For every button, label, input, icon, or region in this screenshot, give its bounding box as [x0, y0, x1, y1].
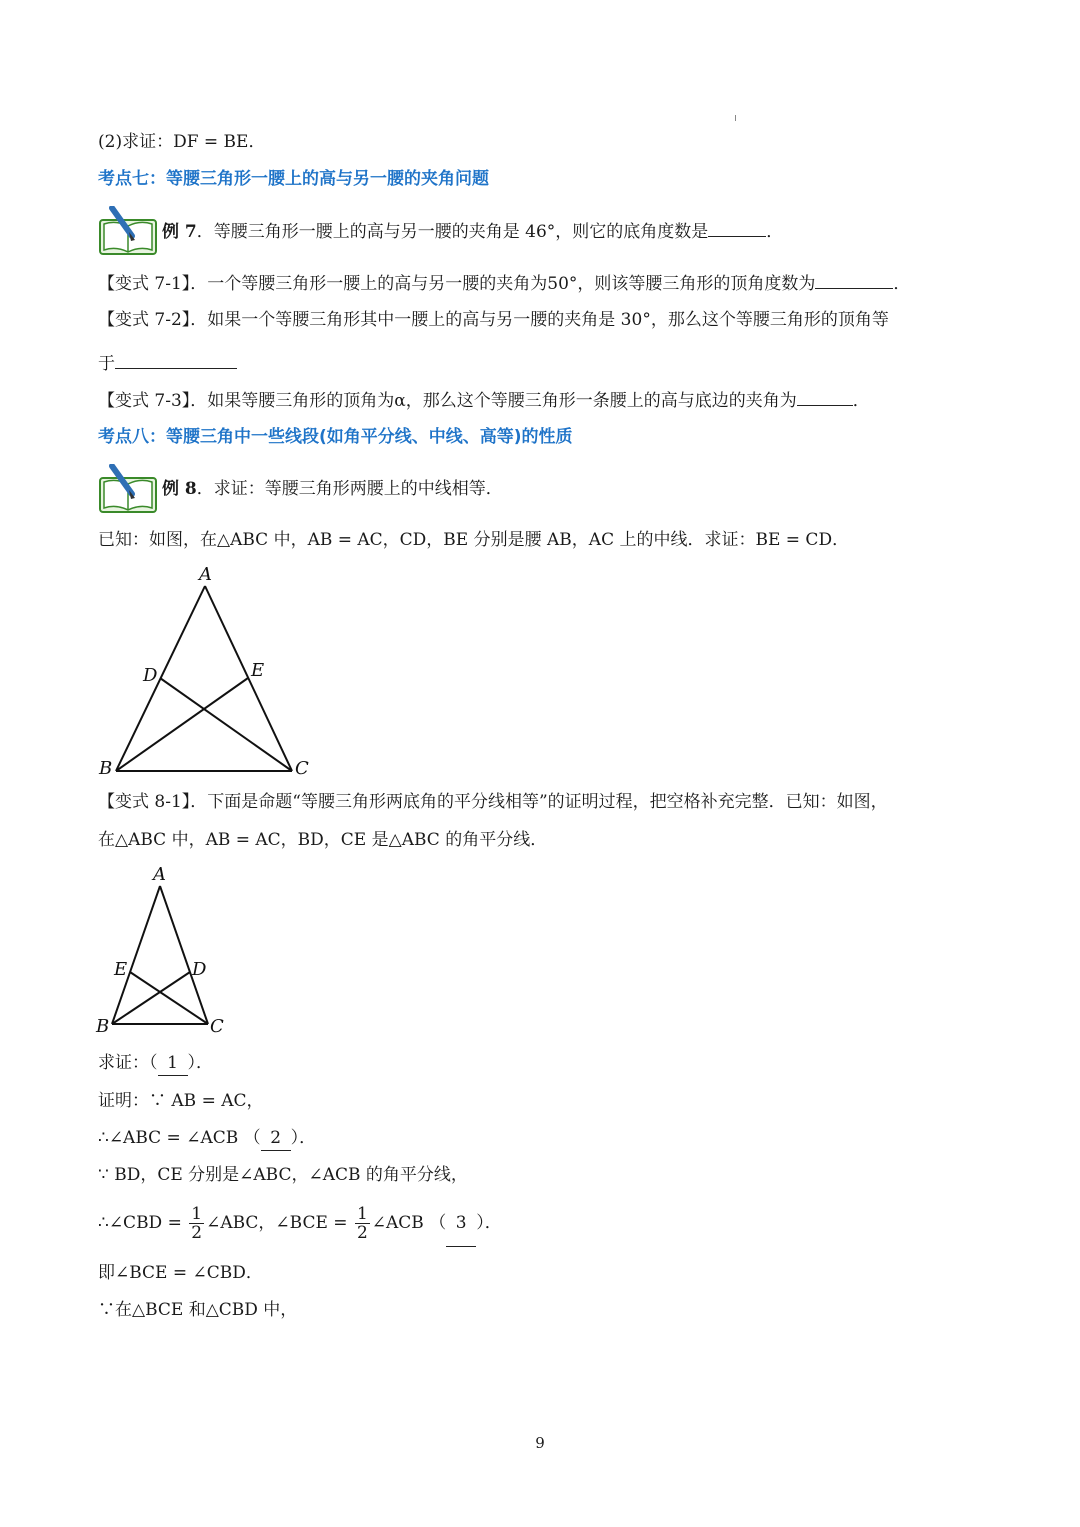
answer-blank[interactable] [115, 350, 237, 369]
proof-line-7: ∵在△BCE 和△CBD 中， [98, 1300, 298, 1320]
variant-8-1-line1: 【变式 8-1】．下面是命题“等腰三角形两底角的平分线相等”的证明过程，把空格补充完整．已知：如图， [98, 792, 888, 812]
side-ac [205, 586, 292, 771]
fill-blank-1[interactable]: 1 [158, 1051, 188, 1076]
variant-7-1 [98, 270, 910, 296]
fraction-half [189, 1205, 204, 1242]
denominator: 2 [191, 1223, 203, 1243]
page-number: 9 [535, 1434, 545, 1452]
label-d: D [192, 959, 207, 980]
punct: ． [766, 222, 784, 242]
book-pencil-icon [98, 464, 160, 514]
text: ）． [187, 1053, 213, 1073]
answer-blank[interactable] [815, 270, 893, 289]
example-7-label: 例 7 [162, 222, 197, 242]
example-8-text: ．求证：等腰三角形两腰上的中线相等． [196, 479, 503, 499]
text: ∴∠ABC = ∠ACB （ [98, 1128, 261, 1148]
example-7 [162, 218, 783, 244]
text: 求证：（ [98, 1053, 158, 1073]
segment-be [116, 678, 248, 771]
fill-blank-3[interactable]: 3 [446, 1200, 476, 1247]
book-pencil-icon [98, 206, 160, 256]
numerator: 1 [191, 1204, 203, 1224]
proof-line-3 [98, 1126, 316, 1151]
text: ∠ACB （ [371, 1213, 447, 1233]
proof-line-5 [98, 1200, 502, 1247]
variant-7-2-text: 【变式 7-2】．如果一个等腰三角形其中一腰上的高与另一腰的夹角是 30°，那么这个等腰三角形的顶角等 [98, 310, 889, 330]
answer-blank[interactable] [797, 387, 853, 406]
text: ）． [290, 1128, 317, 1148]
example-7-text: ．等腰三角形一腰上的高与另一腰的夹角是 46°，则它的底角度数是 [196, 222, 709, 242]
variant-7-2-cont [98, 350, 237, 376]
example-8 [162, 477, 503, 501]
proof-line-6: 即∠BCE = ∠CBD． [98, 1263, 263, 1283]
given-8: 已知：如图，在△ABC 中，AB = AC，CD，BE 分别是腰 AB，AC 上的中线．求证：BE = CD． [98, 530, 850, 550]
side-ac [160, 886, 208, 1024]
section-heading-8: 考点八：等腰三角中一些线段(如角平分线、中线、高等)的性质 [98, 427, 573, 447]
text: ∠ABC，∠BCE = [206, 1213, 348, 1233]
triangle-figure-1 [96, 560, 326, 780]
answer-blank[interactable] [708, 218, 766, 237]
segment-cd [160, 678, 292, 771]
label-a: A [153, 864, 166, 885]
variant-7-1-text: 【变式 7-1】．一个等腰三角形一腰上的高与另一腰的夹角为50°，则该等腰三角形的顶角度数为 [98, 274, 816, 294]
triangle-figure-2 [94, 862, 244, 1042]
example-8-label: 例 8 [162, 479, 197, 499]
side-ab [112, 886, 160, 1024]
variant-7-2-cont-text: 于 [98, 354, 115, 374]
variant-8-1-line2: 在△ABC 中，AB = AC，BD，CE 是△ABC 的角平分线． [98, 830, 548, 850]
fill-blank-2[interactable]: 2 [261, 1126, 291, 1151]
punct: ． [893, 274, 911, 294]
prove-df-line: (2)求证：DF = BE． [98, 132, 266, 152]
variant-7-3-text: 【变式 7-3】．如果等腰三角形的顶角为α，那么这个等腰三角形一条腰上的高与底边的夹角为 [98, 391, 797, 411]
label-b: B [96, 1016, 110, 1037]
denominator: 2 [356, 1223, 368, 1243]
proof-line-2: 证明：∵ AB = AC， [98, 1091, 264, 1111]
numerator: 1 [356, 1204, 368, 1224]
fraction-half [355, 1205, 370, 1242]
variant-7-3 [98, 387, 870, 413]
text: ∴∠CBD = [98, 1213, 182, 1233]
section-heading-7: 考点七：等腰三角形一腰上的高与另一腰的夹角问题 [98, 169, 489, 189]
proof-line-4: ∵ BD，CE 分别是∠ABC，∠ACB 的角平分线， [98, 1165, 468, 1185]
margin-mark [735, 115, 736, 121]
label-c: C [210, 1016, 224, 1037]
label-b: B [99, 758, 113, 779]
label-c: C [295, 758, 309, 779]
label-e: E [251, 660, 265, 681]
label-e: E [114, 959, 128, 980]
proof-line-1 [98, 1051, 213, 1076]
label-a: A [199, 564, 212, 585]
punct: ． [852, 391, 870, 411]
label-d: D [143, 665, 158, 686]
text: ）． [476, 1213, 502, 1233]
